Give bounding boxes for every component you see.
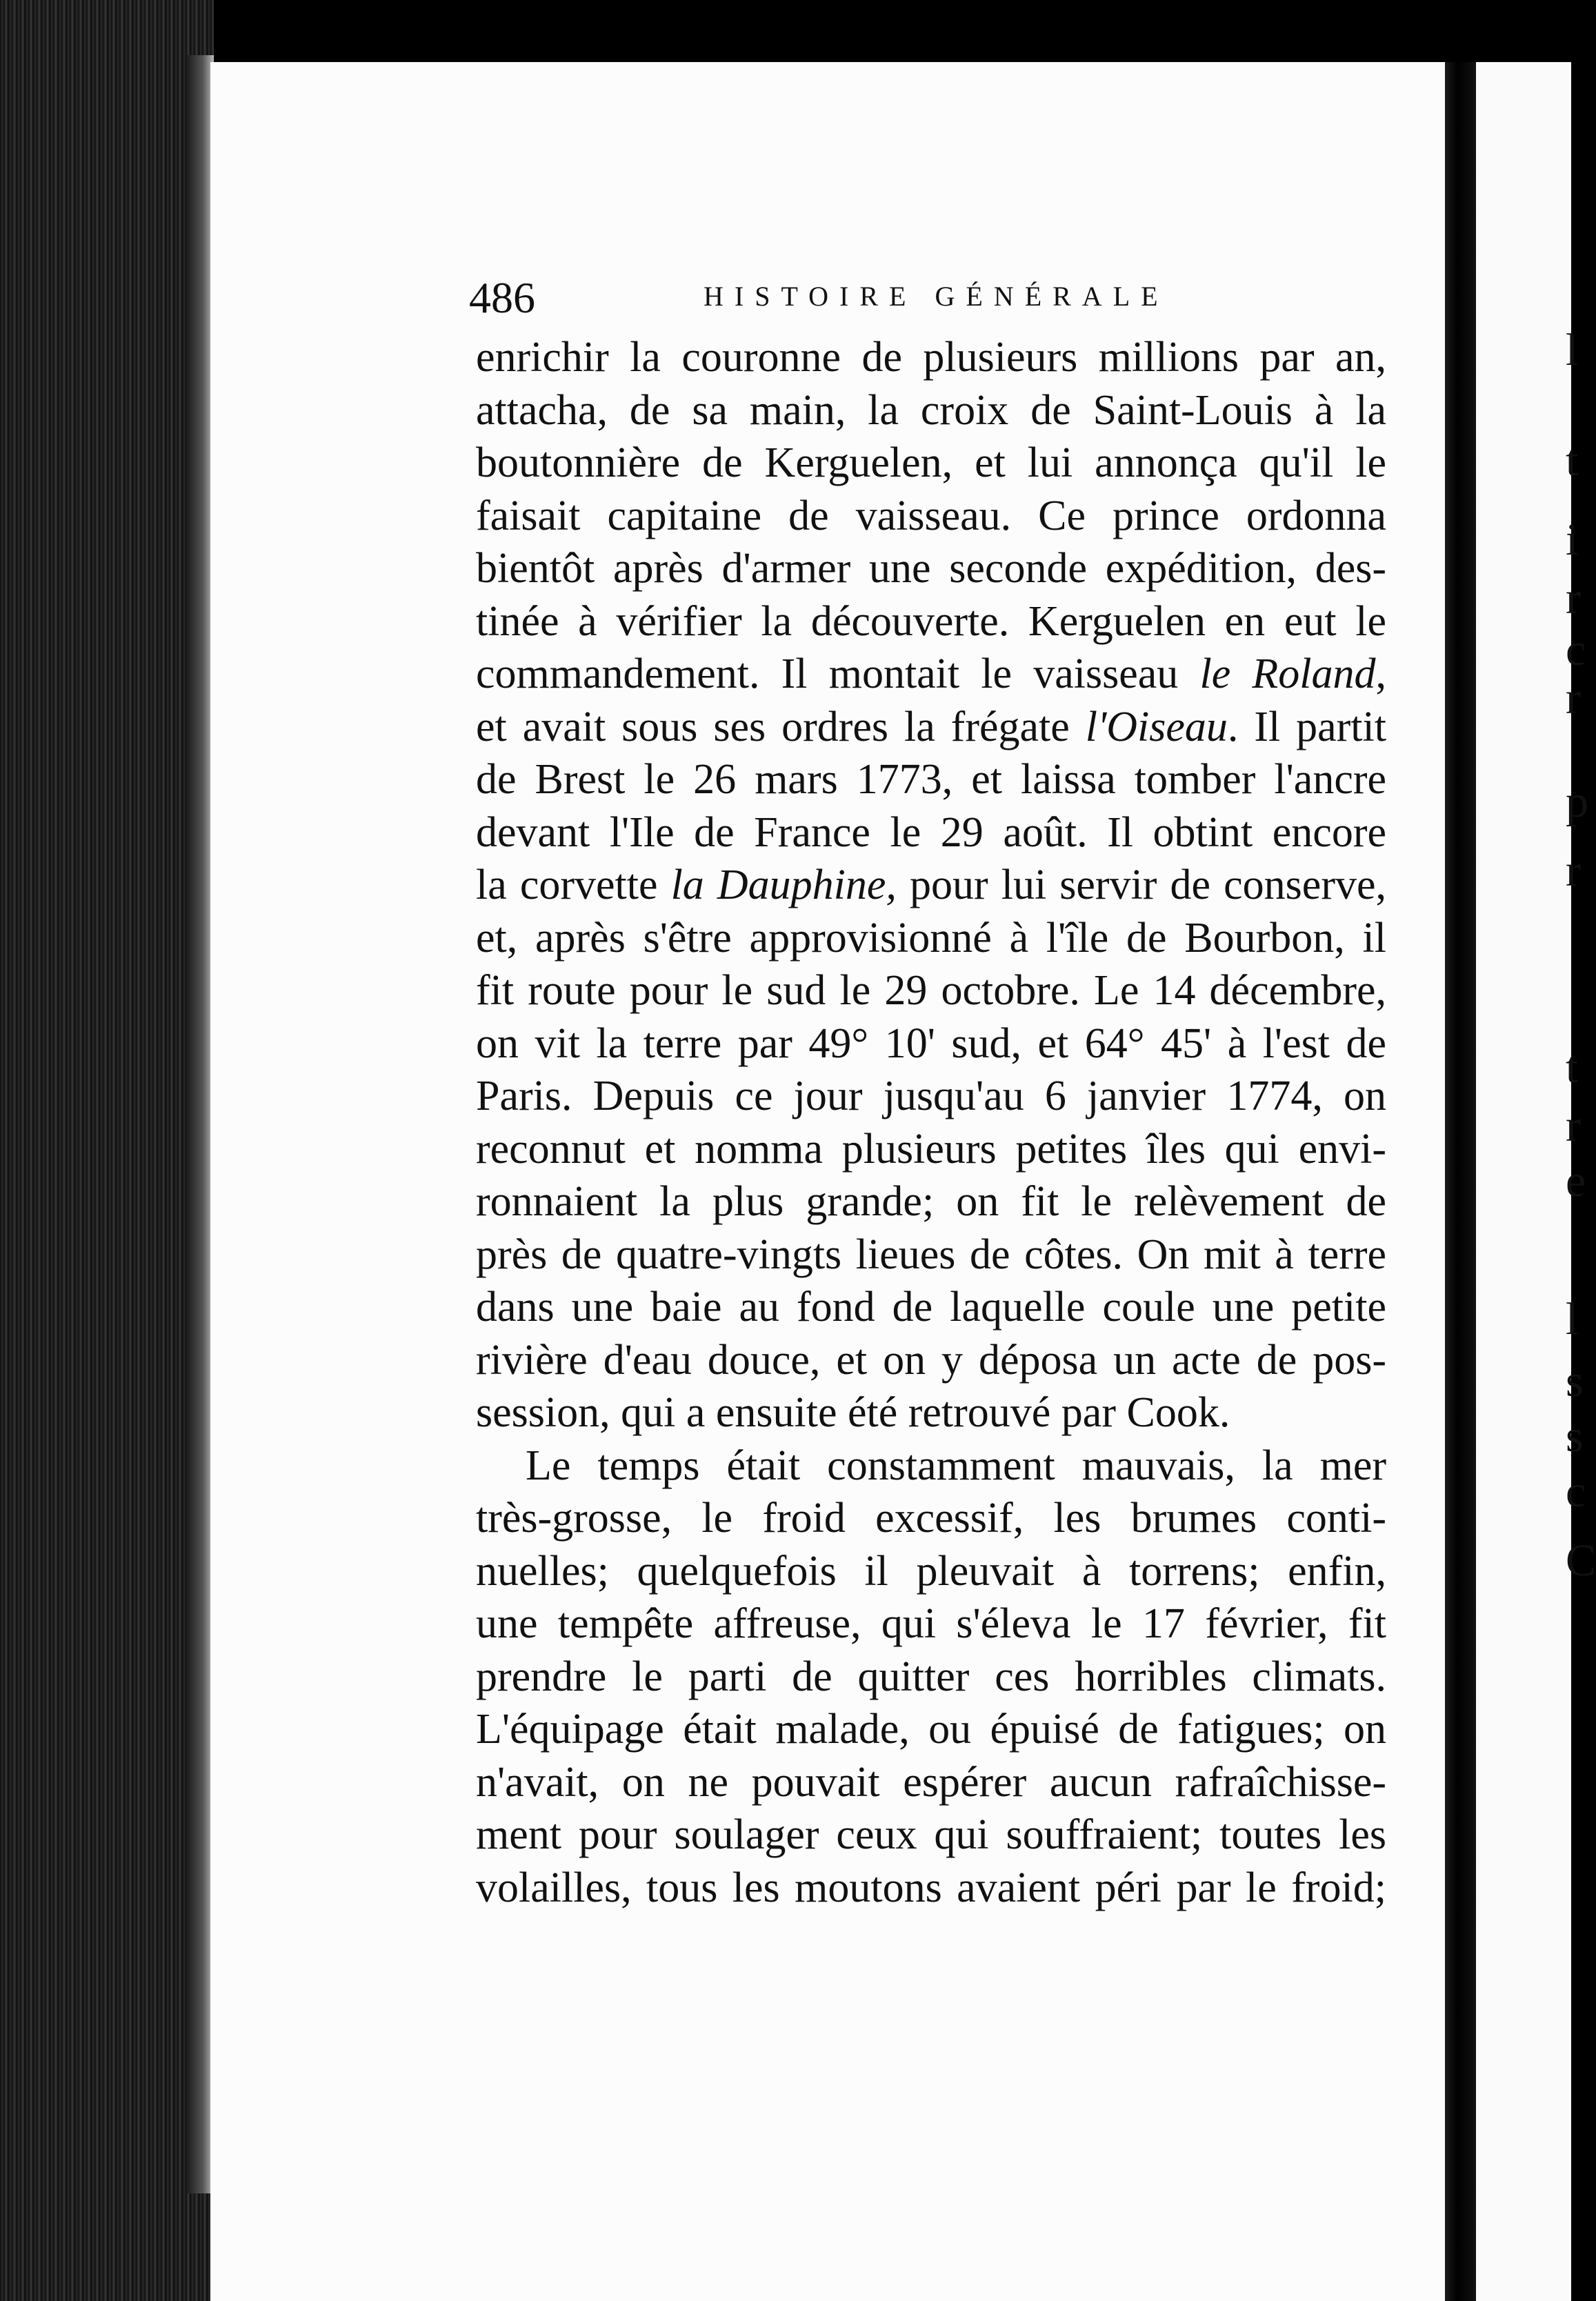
text-line: une tempête affreuse, qui s'éleva le 17 février, fit (476, 1600, 1386, 1647)
text-line: de Brest le 26 mars 1773, et laissa tomber l'ancre (476, 756, 1386, 803)
text-line: la corvette la Dauphine, pour lui servir de conserve, (476, 861, 1386, 908)
body-text (476, 331, 1386, 1914)
facing-page-fragment: p (1566, 777, 1588, 827)
italic-ship-name: le Roland (1199, 650, 1376, 697)
text-line: ronnaient la plus grande; on fit le relèvement de (476, 1178, 1386, 1225)
facing-page-fragment: C (1566, 1535, 1596, 1586)
facing-page-fragment: l (1566, 1294, 1579, 1344)
text-line: ment pour soulager ceux qui souffraient; toutes les (476, 1811, 1386, 1858)
page-header (469, 273, 1386, 322)
facing-page-fragment: s (1566, 1411, 1584, 1462)
text-line: très-grosse, le froid excessif, les brumes conti- (476, 1495, 1386, 1542)
text-line: attacha, de sa main, la croix de Saint-Louis à la (476, 386, 1386, 434)
facing-page (1476, 62, 1596, 2301)
text-line: boutonnière de Kerguelen, et lui annonça qu'il le (476, 439, 1386, 486)
text-line: devant l'Ile de France le 29 août. Il obtint encore (476, 808, 1386, 856)
text-line: reconnut et nomma plusieurs petites îles qui envi- (476, 1125, 1386, 1173)
facing-page-fragment: r (1566, 573, 1581, 624)
italic-ship-name: la Dauphine, (670, 861, 897, 908)
book-gutter (1445, 62, 1476, 2301)
facing-page-fragment: t (1566, 435, 1579, 486)
text-line: fit route pour le sud le 29 octobre. Le 14 décembre, (476, 967, 1386, 1014)
facing-page-fragment: c (1566, 625, 1586, 675)
facing-page-fragment: t (1566, 1042, 1579, 1093)
text-line: volailles, tous les moutons avaient péri par le froid; (476, 1864, 1386, 1911)
text-line: L'équipage était malade, ou épuisé de fatigues; on (476, 1706, 1386, 1753)
facing-page-fragment: r (1566, 673, 1581, 724)
text-line: rivière d'eau douce, et on y déposa un acte de pos- (476, 1336, 1386, 1384)
facing-page-fragment: l (1566, 325, 1579, 375)
page-number: 486 (469, 273, 535, 322)
text-line: près de quatre-vingts lieues de côtes. On mit à terre (476, 1231, 1386, 1278)
text-line: n'avait, on ne pouvait espérer aucun rafraîchisse- (476, 1758, 1386, 1806)
text-line: bientôt après d'armer une seconde expédition, des- (476, 545, 1386, 592)
text-line: et, après s'être approvisionné à l'île de Bourbon, il (476, 914, 1386, 962)
text-line: prendre le parti de quitter ces horribles climats. (476, 1653, 1386, 1700)
facing-page-fragment: r (1566, 846, 1581, 896)
facing-page-fragment: e (1566, 1156, 1586, 1206)
facing-page-fragment: r (1566, 1101, 1581, 1151)
italic-ship-name: l'Oiseau (1085, 703, 1228, 750)
text-line: session, qui a ensuite été retrouvé par Cook. (476, 1389, 1230, 1436)
facing-page-fragment: i (1566, 515, 1579, 565)
text-line: nuelles; quelquefois il pleuvait à torrens; enfin, (476, 1547, 1386, 1595)
text-line: Paris. Depuis ce jour jusqu'au 6 janvier 1774, on (476, 1073, 1386, 1119)
text-line: Le temps était constamment mauvais, la mer (526, 1442, 1386, 1489)
text-line: commandement. Il montait le vaisseau le Roland, (476, 650, 1386, 697)
text-line: enrichir la couronne de plusieurs millions par an, (476, 334, 1386, 381)
text-line: faisait capitaine de vaisseau. Ce prince ordonna (476, 492, 1386, 539)
text-line: et avait sous ses ordres la frégate l'Oiseau. Il partit (476, 703, 1386, 750)
facing-page-fragment: c (1566, 1466, 1586, 1517)
text-line: tinée à vérifier la découverte. Kerguelen en eut le (476, 597, 1386, 645)
book-edge (0, 0, 214, 2301)
facing-page-fragment: s (1566, 1356, 1584, 1406)
text-line: dans une baie au fond de laquelle coule une petite (476, 1284, 1386, 1331)
text-line: on vit la terre par 49° 10' sud, et 64° 45' à l'est de (476, 1019, 1386, 1067)
running-title: HISTOIRE GÉNÉRALE (704, 281, 1169, 312)
